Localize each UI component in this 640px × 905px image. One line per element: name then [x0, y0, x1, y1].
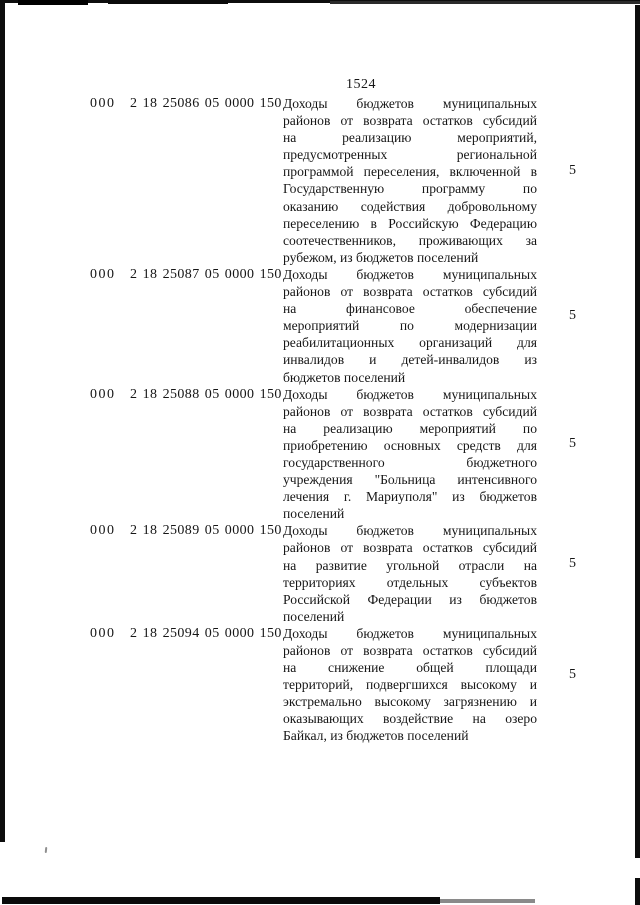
description-line: районов от возврата остатков субсидий: [283, 284, 537, 300]
description-line: оказанию содействия добровольному: [283, 198, 537, 214]
value-cell: 5: [569, 667, 576, 683]
table-row: [90, 386, 576, 523]
description-line: на реализацию мероприятий по: [283, 420, 537, 436]
description-line: оказывающих воздействие на озеро: [283, 711, 537, 727]
scan-edge-right-gap: [635, 858, 640, 878]
description-cell: [283, 522, 537, 625]
code-cell: 2 18 25094 05 0000 150: [130, 625, 282, 641]
description-line: районов от возврата остатков субсидий: [283, 403, 537, 419]
description-line: мероприятий по модернизации: [283, 318, 537, 334]
description-line: программой переселения, включенной в: [283, 164, 537, 180]
code-admin-cell: 000: [90, 96, 116, 111]
budget-code-table: [90, 95, 576, 745]
description-line: Доходы бюджетов муниципальных: [283, 386, 537, 402]
description-cell: [283, 386, 537, 523]
code-cell: 2 18 25087 05 0000 150: [130, 266, 282, 282]
description-line: на снижение общей площади: [283, 660, 537, 676]
table-row: [90, 95, 576, 266]
description-line: Доходы бюджетов муниципальных: [283, 625, 537, 641]
description-line: лечения г. Мариуполя" из бюджетов: [283, 489, 537, 505]
description-line: Государственную программу по: [283, 181, 537, 197]
description-line: учреждения "Больница интенсивного: [283, 472, 537, 488]
description-line: районов от возврата остатков субсидий: [283, 540, 537, 556]
code-cell: 2 18 25086 05 0000 150: [130, 96, 282, 111]
description-line: инвалидов и детей-инвалидов из: [283, 352, 537, 368]
description-line: поселений: [283, 608, 345, 624]
description-line: Доходы бюджетов муниципальных: [283, 96, 537, 111]
table-row: [90, 266, 576, 386]
description-line: бюджетов поселений: [283, 369, 406, 385]
description-line: приобретению основных средств для: [283, 437, 537, 453]
description-line: предусмотренных региональной: [283, 147, 537, 163]
scan-edge-left: [0, 0, 5, 842]
scan-speck: [45, 847, 48, 853]
code-admin-cell: 000: [90, 625, 116, 641]
description-line: районов от возврата остатков субсидий: [283, 113, 537, 129]
description-line: Российской Федерации из бюджетов: [283, 591, 537, 607]
scan-edge-top-segment: [18, 0, 88, 5]
code-cell: 2 18 25089 05 0000 150: [130, 523, 282, 539]
description-line: на финансовое обеспечение: [283, 301, 537, 317]
description-line: переселению в Российскую Федерацию: [283, 215, 537, 231]
description-cell: [283, 95, 537, 266]
description-line: территориях отдельных субъектов: [283, 574, 537, 590]
value-cell: 5: [569, 162, 576, 178]
scan-edge-bottom: [2, 897, 440, 904]
scan-edge-right: [635, 5, 640, 905]
code-admin-cell: 000: [90, 266, 116, 282]
value-cell: 5: [569, 436, 576, 452]
description-line: на реализацию мероприятий,: [283, 130, 537, 146]
description-line: Доходы бюджетов муниципальных: [283, 523, 537, 539]
description-cell: [283, 266, 537, 386]
scan-edge-bottom-gray: [440, 899, 535, 903]
description-line: экстремально высокому загрязнению и: [283, 694, 537, 710]
description-line: поселений: [283, 506, 345, 522]
code-cell: 2 18 25088 05 0000 150: [130, 386, 282, 402]
description-line: Байкал, из бюджетов поселений: [283, 728, 469, 744]
scan-edge-top-segment: [108, 0, 228, 4]
description-line: территорий, подвергшихся высокому и: [283, 677, 537, 693]
code-admin-cell: 000: [90, 523, 116, 539]
description-line: Доходы бюджетов муниципальных: [283, 266, 537, 282]
table-row: [90, 522, 576, 625]
scan-edge-top-segment: [330, 1, 640, 4]
description-line: на развитие угольной отрасли на: [283, 557, 537, 573]
code-admin-cell: 000: [90, 386, 116, 402]
value-cell: 5: [569, 308, 576, 324]
description-line: рубежом, из бюджетов поселений: [283, 249, 479, 265]
table-row: [90, 625, 576, 745]
description-cell: [283, 625, 537, 745]
value-cell: 5: [569, 556, 576, 572]
description-line: реабилитационных организаций для: [283, 335, 537, 351]
description-line: районов от возврата остатков субсидий: [283, 643, 537, 658]
page-number: 1524: [346, 77, 376, 92]
description-line: соотечественников, проживающих за: [283, 232, 537, 248]
description-line: государственного бюджетного: [283, 454, 537, 470]
